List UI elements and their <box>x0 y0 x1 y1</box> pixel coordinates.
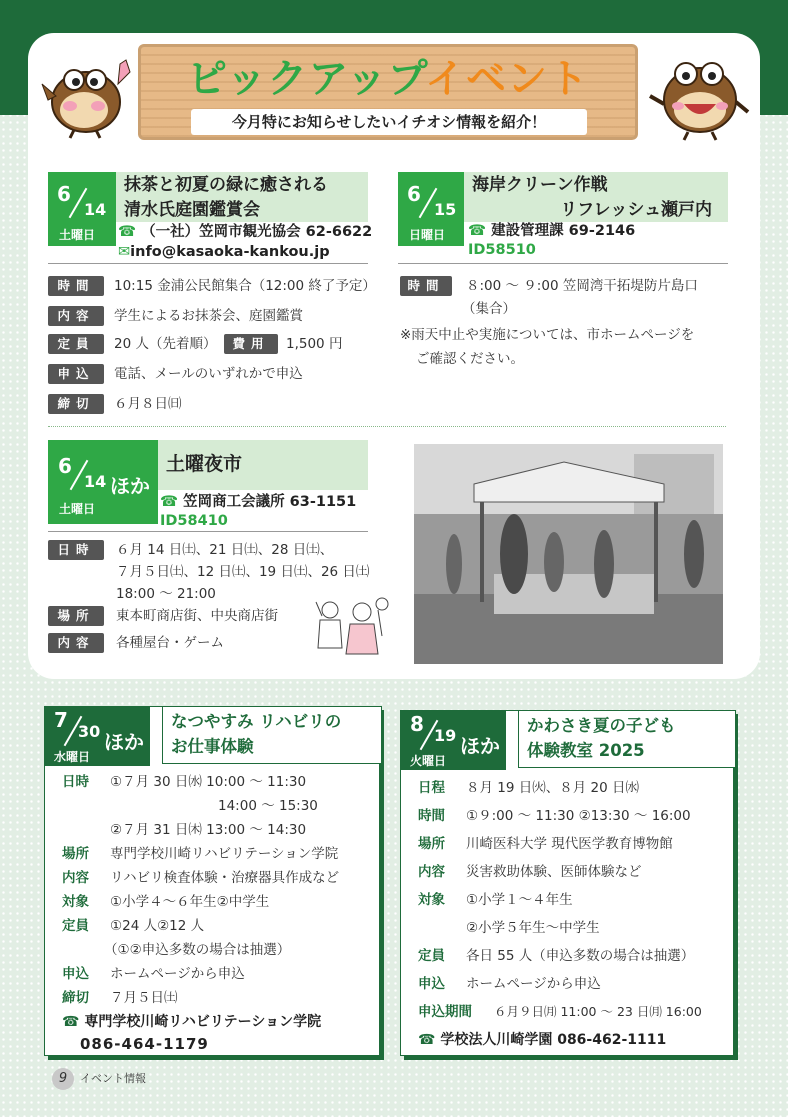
event5-label-capacity: 定員 <box>418 948 445 964</box>
event1-label-apply: 申込 <box>48 364 104 384</box>
event1-day: 14 <box>84 200 107 219</box>
event4-day: 30 <box>78 722 101 741</box>
event1-contact <box>118 222 372 242</box>
event4-label-target: 対象 <box>62 894 89 910</box>
event2-contact <box>468 221 635 241</box>
event5-capacity: 各日 55 人（申込多数の場合は抽選） <box>466 948 695 964</box>
event3-place: 東本町商店街、中央商店街 <box>116 608 278 624</box>
event2-weekday: 日曜日 <box>409 228 446 242</box>
event4-label-datetime: 日時 <box>62 774 89 790</box>
event3-rule <box>48 531 368 532</box>
event2-date-badge <box>398 172 464 246</box>
event3-hours: 18:00 ～ 21:00 <box>116 586 216 602</box>
event3-label-content: 内容 <box>48 633 104 653</box>
event4-content: リハビリ検査体験・治療器具作成など <box>110 870 340 886</box>
event1-label-time: 時間 <box>48 276 104 296</box>
header-sign <box>138 44 638 140</box>
event4-contact-tel: 086-464-1179 <box>80 1035 209 1053</box>
phone-icon: ☎ <box>468 223 487 239</box>
mascot-left-icon <box>34 54 134 140</box>
event3-content: 各種屋台・ゲーム <box>116 635 224 651</box>
event1-label-capacity: 定員 <box>48 334 104 354</box>
event2-label-time: 時間 <box>400 276 452 296</box>
event5-label-apply: 申込 <box>418 976 445 992</box>
event5-place: 川崎医科大学 現代医学教育博物館 <box>466 836 673 852</box>
event4-label-deadline: 締切 <box>62 990 89 1006</box>
event5-label-time: 時間 <box>418 808 445 824</box>
event1-email[interactable]: info@kasaoka-kankou.jp <box>130 244 330 260</box>
event3-label-place: 場所 <box>48 606 104 626</box>
event3-month: 6 <box>58 454 72 478</box>
event5-day: 19 <box>434 726 457 745</box>
event1-label-deadline: 締切 <box>48 394 104 414</box>
event4-contact <box>62 1012 321 1032</box>
event2-time-gather: （集合） <box>462 301 516 317</box>
event2-title-line2: リフレッシュ瀬戸内 <box>560 200 712 220</box>
event5-label-place: 場所 <box>418 836 445 852</box>
phone-icon: ☎ <box>62 1014 80 1030</box>
event5-month: 8 <box>410 712 424 736</box>
event4-datetime-3: ②７月 31 日㈭ 13:00 ～ 14:30 <box>110 822 307 838</box>
event5-title <box>518 710 736 768</box>
event3-contact-org: 笠岡商工会議所 63-1151 <box>183 494 357 510</box>
event-photo <box>414 444 723 664</box>
event1-title <box>116 172 368 222</box>
page-footer <box>52 1068 146 1090</box>
event1-email-row <box>118 242 330 262</box>
event1-title-line1: 抹茶と初夏の緑に癒される <box>124 175 328 195</box>
footer-section: イベント情報 <box>80 1072 146 1085</box>
event5-label-content: 内容 <box>418 864 445 880</box>
event5-title-line1: かわさき夏の子ども <box>527 716 676 735</box>
event2-note-2: ご確認ください。 <box>416 351 524 367</box>
event5-content: 災害救助体験、医師体験など <box>466 864 642 880</box>
event4-datetime-2: 14:00 ～ 15:30 <box>218 798 318 814</box>
event4-label-capacity: 定員 <box>62 918 89 934</box>
event5-schedule: ８月 19 日㈫、８月 20 日㈬ <box>466 780 640 796</box>
event3-id: ID58410 <box>160 513 228 529</box>
event3-label-datetime: 日時 <box>48 540 104 560</box>
event3-contact <box>160 492 356 512</box>
event5-apply: ホームページから申込 <box>466 976 601 992</box>
event4-title <box>162 706 382 764</box>
event1-date-badge <box>48 172 116 246</box>
event4-target: ①小学４～６年生②中学生 <box>110 894 270 910</box>
event5-contact <box>418 1030 666 1050</box>
event5-label-target: 対象 <box>418 892 445 908</box>
event3-hoka: ほか <box>110 474 150 498</box>
event4-apply: ホームページから申込 <box>110 966 245 982</box>
event1-label-fee: 費用 <box>224 334 278 354</box>
page-subtitle: 今月特にお知らせしたいイチオシ情報を紹介！ <box>191 109 587 135</box>
page-number: 9 <box>52 1068 74 1090</box>
mascot-right-icon <box>648 50 752 142</box>
event2-note: ※雨天中止や実施については、市ホームページを <box>400 327 695 343</box>
phone-icon: ☎ <box>160 494 179 510</box>
event5-apply-period: ６月９日㈪ 11:00 ～ 23 日㈪ 16:00 <box>494 1004 702 1019</box>
event1-month: 6 <box>57 182 71 206</box>
event1-title-line2: 清水氏庭園鑑賞会 <box>124 200 260 220</box>
event2-title-line1: 海岸クリーン作戦 <box>472 175 608 195</box>
event4-contact-org: 専門学校川崎リハビリテーション学院 <box>84 1014 322 1030</box>
event5-label-schedule: 日程 <box>418 780 445 796</box>
title-event: イベント <box>425 56 589 102</box>
event3-weekday: 土曜日 <box>59 502 96 516</box>
event4-title-line2: お仕事体験 <box>171 737 254 756</box>
event2-title <box>464 172 728 222</box>
event5-time: ①９:00 ～ 11:30 ②13:30 ～ 16:00 <box>466 808 691 824</box>
event3-id-row <box>160 511 228 531</box>
event5-label-apply-period: 申込期間 <box>418 1004 472 1020</box>
event2-day: 15 <box>434 200 457 219</box>
event5-date-badge <box>400 710 506 770</box>
event1-contact-org: （一社）笠岡市観光協会 62-6622 <box>141 224 373 240</box>
event2-id-row <box>468 240 536 260</box>
event4-capacity-note: （①②申込多数の場合は抽選） <box>104 942 291 958</box>
event4-month: 7 <box>54 708 68 732</box>
festival-people-icon <box>312 596 394 658</box>
event1-time: 10:15 金浦公民館集合（12:00 終了予定） <box>114 278 376 294</box>
event3-dates-1: ６月 14 日㈯、21 日㈯、28 日㈯、 <box>116 542 334 558</box>
event3-date-badge <box>48 440 158 524</box>
event2-contact-org: 建設管理課 69-2146 <box>491 223 636 239</box>
phone-icon: ☎ <box>118 224 137 240</box>
event1-fee: 1,500 円 <box>286 336 343 352</box>
event4-place: 専門学校川崎リハビリテーション学院 <box>110 846 339 862</box>
event1-capacity: 20 人（先着順） <box>114 336 217 352</box>
event5-weekday: 火曜日 <box>410 754 447 768</box>
event5-target-1: ①小学１～４年生 <box>466 892 573 908</box>
event5-contact-text: 学校法人川崎学園 086-462-1111 <box>440 1032 667 1048</box>
event4-label-apply: 申込 <box>62 966 89 982</box>
event5-target-2: ②小学５年生～中学生 <box>466 920 600 936</box>
event3-title: 土曜夜市 <box>158 440 368 490</box>
event3-day: 14 <box>84 472 107 491</box>
title-pickup: ピックアップ <box>187 56 425 102</box>
event2-month: 6 <box>407 182 421 206</box>
event5-title-line2: 体験教室 2025 <box>527 741 645 760</box>
event4-title-line1: なつやすみ リハビリの <box>171 712 342 731</box>
event4-deadline: ７月５日㈯ <box>110 990 178 1006</box>
event1-weekday: 土曜日 <box>59 228 96 242</box>
event2-id: ID58510 <box>468 242 536 258</box>
event1-apply: 電話、メールのいずれかで申込 <box>114 366 303 382</box>
event4-weekday: 水曜日 <box>54 750 91 764</box>
event1-content: 学生によるお抹茶会、庭園鑑賞 <box>114 308 303 324</box>
event4-capacity: ①24 人②12 人 <box>110 918 205 934</box>
event3-dates-2: ７月５日㈯、12 日㈯、19 日㈯、26 日㈯ <box>116 564 370 580</box>
event2-rule <box>398 263 728 264</box>
section-divider <box>48 426 726 427</box>
page-title <box>141 55 635 103</box>
event4-label-content: 内容 <box>62 870 89 886</box>
phone-icon: ☎ <box>418 1032 436 1048</box>
event1-rule <box>48 263 368 264</box>
event4-date-badge <box>44 706 150 766</box>
event4-label-place: 場所 <box>62 846 89 862</box>
event4-hoka: ほか <box>104 730 144 754</box>
mail-icon: ✉ <box>118 244 131 260</box>
event2-time: ８:00 ～ ９:00 笠岡湾干拓堤防片島口 <box>466 278 698 294</box>
event1-deadline: ６月８日㈰ <box>114 396 182 412</box>
event5-hoka: ほか <box>460 734 500 758</box>
event1-label-content: 内容 <box>48 306 104 326</box>
event4-datetime-1: ①７月 30 日㈬ 10:00 ～ 11:30 <box>110 774 307 790</box>
